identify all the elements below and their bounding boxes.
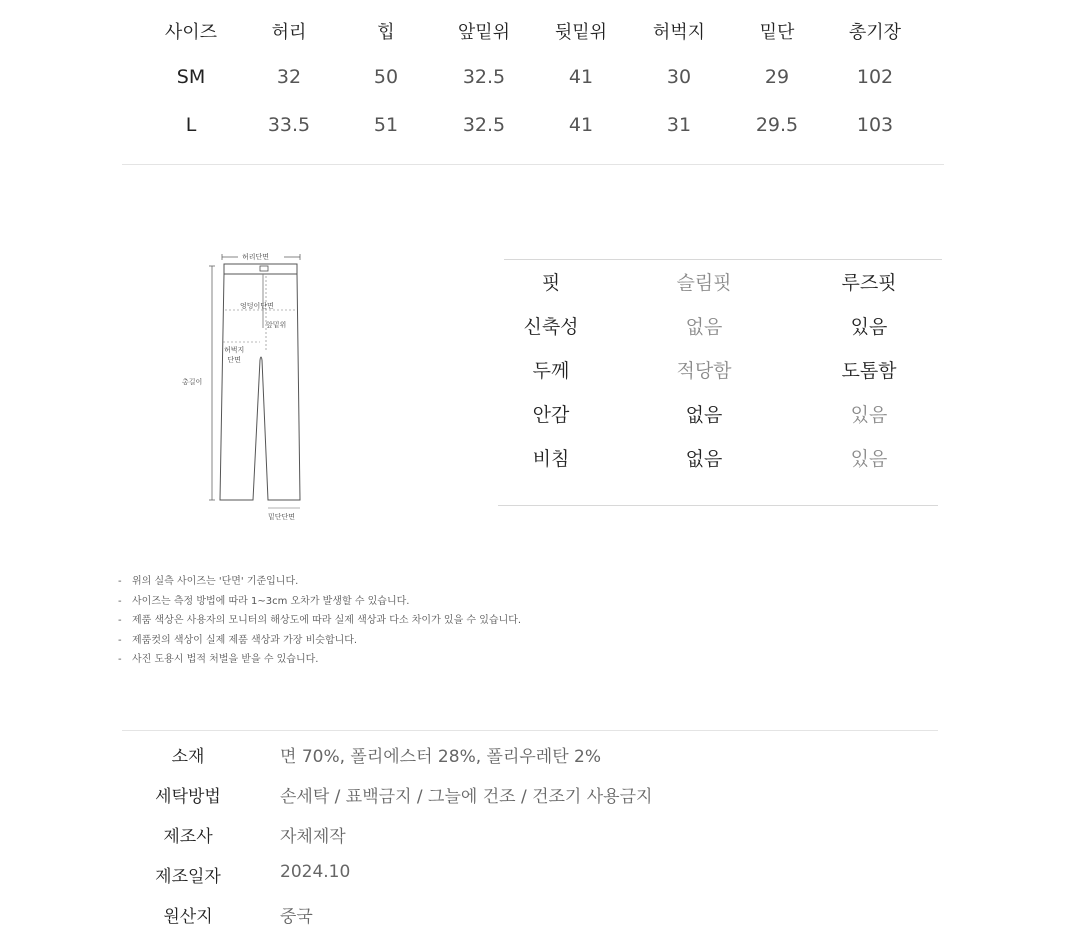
pants-diagram xyxy=(182,250,320,525)
note-text: 위의 실측 사이즈는 '단면' 기준입니다. xyxy=(132,576,299,587)
fit-option: 없음 xyxy=(685,316,723,338)
fit-option-selected: 도톰함 xyxy=(841,360,897,382)
fit-table-bottom-rule xyxy=(498,505,938,506)
info-value: 중국 xyxy=(280,907,313,927)
fit-row-stretch xyxy=(500,312,940,356)
size-table xyxy=(142,10,924,154)
size-value: 29 xyxy=(764,66,790,88)
size-value: 31 xyxy=(666,114,692,136)
pants-outline-icon xyxy=(190,250,320,525)
size-value: 51 xyxy=(373,114,399,136)
header-thigh: 허벅지 xyxy=(652,22,706,43)
fit-option: 있음 xyxy=(850,404,888,426)
size-value: 29.5 xyxy=(755,114,799,136)
fit-row-lining xyxy=(500,400,940,444)
info-key: 소재 xyxy=(171,747,205,767)
fit-row-label: 비침 xyxy=(532,448,570,470)
info-key: 원산지 xyxy=(163,907,213,927)
fit-row-label: 안감 xyxy=(532,404,570,426)
fit-row-label: 두께 xyxy=(532,360,570,382)
size-row-sm xyxy=(142,58,924,106)
note-dash: - xyxy=(118,615,122,626)
header-hem: 밑단 xyxy=(759,22,795,43)
fit-option-selected: 루즈핏 xyxy=(841,272,897,294)
info-value: 손세탁 / 표백금지 / 그늘에 건조 / 건조기 사용금지 xyxy=(280,787,653,807)
size-table-divider xyxy=(122,164,944,165)
info-value: 면 70%, 폴리에스터 28%, 폴리우레탄 2% xyxy=(280,747,602,767)
note-text: 사이즈는 측정 방법에 따라 1~3cm 오차가 발생할 수 있습니다. xyxy=(132,595,410,607)
fit-option-selected: 있음 xyxy=(850,316,888,338)
fit-option: 적당함 xyxy=(676,360,732,382)
fit-row-sheer xyxy=(500,444,940,488)
note-item xyxy=(118,592,521,612)
note-text: 제품 색상은 사용자의 모니터의 해상도에 따라 실제 색상과 다소 차이가 있을 수 있습니다. xyxy=(132,615,522,626)
header-waist: 허리 xyxy=(271,22,307,43)
size-value: 103 xyxy=(856,114,894,136)
note-text: 제품컷의 색상이 실제 제품 색상과 가장 비슷합니다. xyxy=(132,634,358,646)
fit-row-thickness xyxy=(500,356,940,400)
size-value: 41 xyxy=(568,114,594,136)
info-value: 자체제작 xyxy=(280,827,346,847)
size-value: 32.5 xyxy=(462,114,506,136)
fit-option-selected: 없음 xyxy=(685,448,723,470)
fit-option-selected: 없음 xyxy=(685,404,723,426)
diagram-front-rise-label: 앞밑위 xyxy=(266,321,287,329)
size-value: 102 xyxy=(856,66,894,88)
note-dash: - xyxy=(118,634,122,646)
info-key: 제조사 xyxy=(163,827,213,847)
header-length: 총기장 xyxy=(848,22,902,43)
size-row-l xyxy=(142,106,924,154)
fit-option: 슬림핏 xyxy=(676,272,732,294)
fit-row-fit xyxy=(500,268,940,312)
size-notes xyxy=(118,572,521,670)
diagram-hip-label: 엉덩이단면 xyxy=(240,302,274,310)
note-item xyxy=(118,611,521,631)
diagram-waist-label: 허리단면 xyxy=(242,253,270,261)
diagram-thigh-label: 허벅지 단면 xyxy=(224,346,245,364)
diagram-hem-label: 밑단단면 xyxy=(268,513,296,521)
note-dash: - xyxy=(118,576,122,587)
header-size: 사이즈 xyxy=(164,22,218,43)
size-label: L xyxy=(185,114,197,136)
header-hip: 힙 xyxy=(377,22,395,43)
note-item xyxy=(118,631,521,651)
fit-table xyxy=(500,268,940,488)
fit-option: 있음 xyxy=(850,448,888,470)
info-value: 2024.10 xyxy=(280,862,351,882)
size-value: 32 xyxy=(276,66,302,88)
size-value: 32.5 xyxy=(462,66,506,88)
size-value: 50 xyxy=(373,66,399,88)
fit-row-label: 신축성 xyxy=(523,316,579,338)
size-value: 33.5 xyxy=(267,114,311,136)
size-value: 41 xyxy=(568,66,594,88)
header-back-rise: 뒷밑위 xyxy=(554,22,608,43)
header-front-rise: 앞밑위 xyxy=(457,22,511,43)
info-key: 제조일자 xyxy=(155,867,221,887)
note-item xyxy=(118,650,521,670)
note-dash: - xyxy=(118,654,122,665)
info-key: 세탁방법 xyxy=(155,787,221,807)
size-value: 30 xyxy=(666,66,692,88)
fit-table-top-rule xyxy=(504,259,942,260)
size-table-header xyxy=(142,10,924,58)
note-item xyxy=(118,572,521,592)
note-text: 사진 도용시 법적 처벌을 받을 수 있습니다. xyxy=(132,654,319,665)
fit-row-label: 핏 xyxy=(541,272,561,294)
size-label: SM xyxy=(176,66,206,88)
info-divider xyxy=(122,730,938,731)
diagram-length-label: 총길이 xyxy=(182,378,203,386)
note-dash: - xyxy=(118,595,122,607)
